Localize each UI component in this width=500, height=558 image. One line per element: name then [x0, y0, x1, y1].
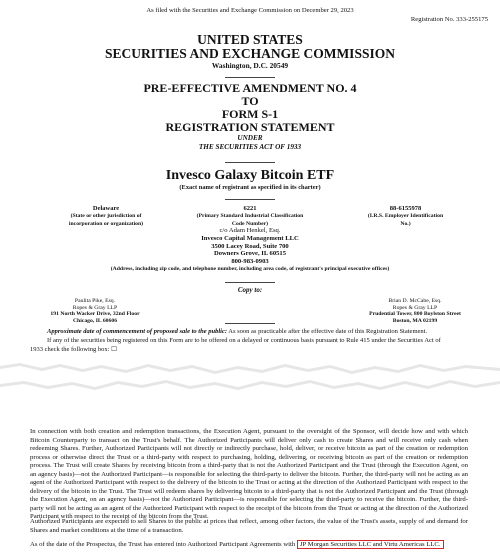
address-care-of: c/o Adam Henkel, Esq. — [219, 227, 281, 234]
address-phone: 800-983-0903 — [231, 258, 269, 266]
to-label: TO — [241, 94, 259, 108]
sic-value: 6221 — [243, 205, 257, 212]
ein-column — [363, 205, 448, 227]
copy-right-name: Brian D. McCabe, Esq. — [388, 298, 442, 304]
sic-column — [195, 205, 305, 227]
agency-block — [0, 33, 500, 70]
copy-left-name: Paulita Pike, Esq. — [74, 298, 116, 304]
address-street: 3500 Lacey Road, Suite 700 — [211, 242, 289, 250]
ein-value: 88-6155978 — [389, 205, 422, 212]
rule415-checkbox[interactable]: ☐ — [111, 346, 117, 353]
copy-to-label: Copy to: — [237, 286, 263, 294]
state-column — [56, 205, 156, 227]
registration-number: Registration No. 333-255175 — [410, 16, 488, 23]
paragraph-3-text: As of the date of the Prospectus, the Trust has entered into Authorized Participant Agreements with — [30, 541, 296, 548]
agency-line-1: UNITED STATES — [197, 32, 303, 47]
copy-right-street: Prudential Tower, 800 Boylston Street — [369, 311, 461, 318]
copy-left-street: 191 North Wacker Drive, 32nd Floor — [50, 311, 140, 318]
copy-right — [350, 298, 480, 324]
divider — [225, 323, 275, 324]
state-caption: (State or other jurisdiction of incorporation or organization) — [68, 213, 144, 227]
divider — [225, 282, 275, 283]
under-label: UNDER — [237, 134, 263, 142]
rule415-line: If any of the securities being registered on this Form are to be offered on a delayed or continuous basis pursuant to Rule 415 under the Securities Act of — [47, 337, 441, 344]
copy-left-city: Chicago, IL 60606 — [72, 317, 118, 324]
act-label: THE SECURITIES ACT OF 1933 — [198, 143, 302, 151]
copy-right-city: Boston, MA 02199 — [392, 317, 438, 324]
paragraph-1: In connection with both creation and redemption transactions, the Execution Agent, pursuant to the oversight of the Sponsor, will decide how and with which Bitcoin Counterparty to transact on the Trust's behalf. The Authorized Participants will deliver only cash to create Shares and will receive only cash when redeeming Shares. Further, Authorized Participants will not directly or indirectly purchase, hold, deliver, or receive bitcoin as part of the creation or redemption process or otherwise direct the Trust or a third-party with respect to purchasing, holding, delivering, or receiving bitcoin as part of the creation or redemption process. The Trust will create Shares by receiving bitcoin from a third-party that is not the Authorized Participant and the Trust (through the Execution Agent, on an agency basis)—not the Authorized Participant—is responsible for selecting the third-party to deliver the bitcoin. Further, the third-party will not be acting as an agent of the Authorized Participant with respect to the delivery of the bitcoin to the Trust or acting at the direction of the Authorized Participant with respect to the delivery of the bitcoin to the Trust. The Trust will redeem shares by delivering bitcoin to a third-party that is not the Authorized Participant and the Trust (through the Execution Agent, on an agency basis)—not the Authorized Participant—is responsible for selecting the third-party to receive the bitcoin. Further, the third-party will not be acting as an agent of the Authorized Participant with respect to the receipt of the bitcoin from the Trust or acting at the direction of the Authorized Participant with respect to the receipt of the bitcoin from the Trust. — [30, 428, 468, 520]
rule415-end: 1933 check the following box: — [30, 346, 110, 353]
statement-title: REGISTRATION STATEMENT — [165, 120, 335, 134]
ein-caption: (I.R.S. Employer Identification No.) — [367, 213, 444, 227]
sic-caption: (Primary Standard Industrial Classification Code Number) — [196, 213, 304, 227]
form-block — [0, 82, 500, 152]
commencement-text: As soon as practicable after the effective date of this Registration Statement. — [228, 328, 428, 335]
amendment-title: PRE-EFFECTIVE AMENDMENT NO. 4 — [143, 81, 357, 95]
torn-edge-separator — [0, 354, 500, 412]
paragraph-2: Authorized Participants are expected to sell Shares to the public at prices that reflect, among other factors, the value of the Trust's assets, supply of and demand for Shares and market conditions at the time of a transaction. — [30, 518, 468, 534]
address-city: Downers Grove, IL 60515 — [213, 250, 287, 258]
commencement-label: Approximate date of commencement of proposed sale to the public: — [47, 328, 227, 335]
divider — [225, 199, 275, 200]
address-company: Invesco Capital Management LLC — [201, 234, 299, 242]
address-block — [0, 227, 500, 273]
state-value: Delaware — [92, 205, 120, 212]
commencement-line — [47, 328, 477, 336]
registrant-block — [0, 168, 500, 191]
address-caption: (Address, including zip code, and telephone number, including area code, of registrant's principal executive offices) — [110, 265, 390, 272]
registrant-caption: (Exact name of registrant as specified in its charter) — [179, 184, 321, 191]
copy-right-firm: Ropes & Gray LLP — [392, 304, 438, 311]
agency-location: Washington, D.C. 20549 — [211, 61, 289, 70]
paragraph-3 — [30, 540, 495, 549]
filing-note: As filed with the Securities and Exchange Commission on December 29, 2023 — [146, 7, 354, 14]
agency-line-2: SECURITIES AND EXCHANGE COMMISSION — [105, 46, 395, 61]
copy-left — [30, 298, 160, 324]
divider — [225, 77, 275, 78]
highlighted-participants: JP Morgan Securities LLC and Virtu Americas LLC. — [297, 540, 444, 549]
registrant-name: Invesco Galaxy Bitcoin ETF — [165, 168, 335, 183]
divider — [225, 162, 275, 163]
copy-left-firm: Ropes & Gray LLP — [72, 304, 118, 311]
form-name: FORM S-1 — [221, 107, 279, 121]
